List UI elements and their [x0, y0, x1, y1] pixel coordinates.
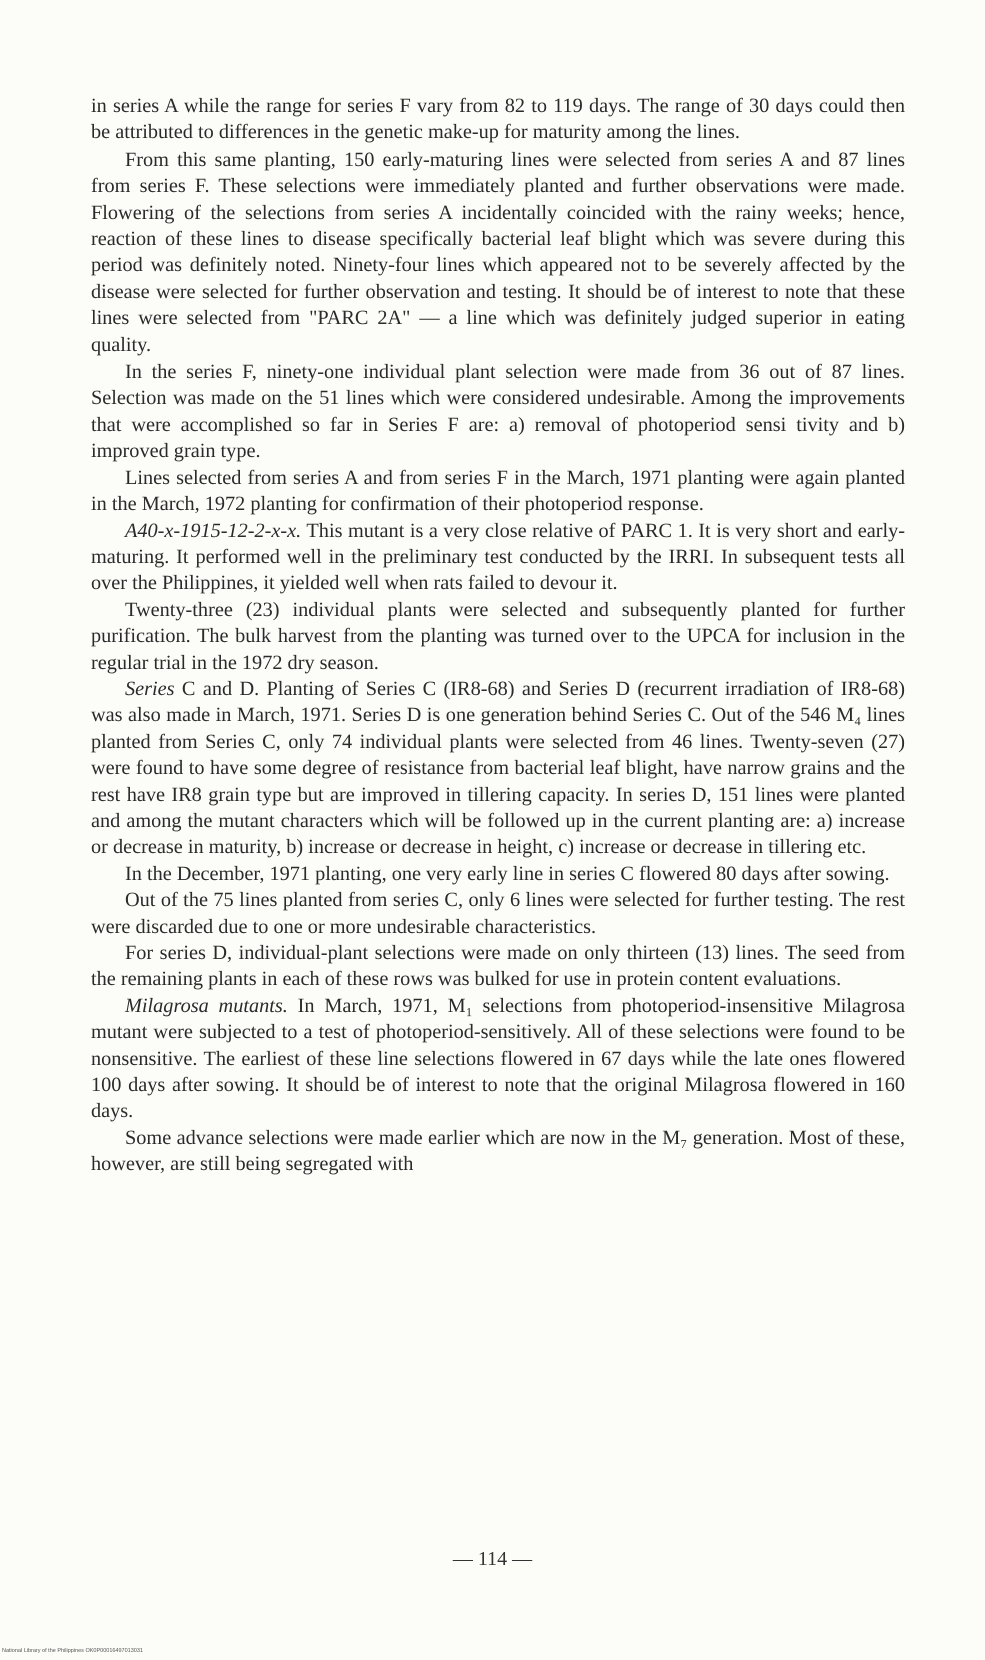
page-body — [91, 93, 905, 1178]
paragraph-series-f-selection — [91, 359, 905, 465]
paragraph-maturity-range — [91, 93, 905, 146]
paragraph-series-d-selection — [91, 940, 905, 993]
paragraph-text: C and D. Planting of Series C (IR8-68) and Series D (recurrent irradiation of IR8-68) was also made in March, 1971. Series D is one generation behind Series C. Out of the 546 M₄ lines planted from Series C, only 74 individual plants were selected from 46 lines. Twenty-seven (27) were found to have some degree of resistance from bacterial leaf blight, have narrow grains and the rest have IR8 grain type but are improved in tillering capacity. In series D, 151 lines were planted and among the mutant characters which will be followed up in the current planting are: a) increase or decrease in maturity, b) increase or decrease in height, c) increase or decrease in tillering etc. — [91, 677, 905, 859]
paragraph-december-planting — [91, 861, 905, 887]
milagrosa-heading: Milagrosa mutants. — [125, 994, 288, 1017]
paragraph-milagrosa-mutants — [91, 993, 905, 1125]
paragraph-a40-mutant — [91, 518, 905, 597]
paragraph-text: Some advance selections were made earlier which are now in the M₇ generation. Most of these, however, are still being segregated with — [91, 1126, 905, 1176]
page-number: — 114 — — [452, 1548, 533, 1570]
paragraph-text: From this same planting, 150 early-maturing lines were selected from series A and 87 lines from series F. These selections were immediately planted and further observations were made. Flowering of the selections from series A incidentally coincided with the rainy weeks; hence, reaction of these lines to disease specifically bacterial leaf blight which was severe during this period was definitely noted. Ninety-four lines which appeared not to be severely affected by the disease were selected for further observation and testing. It should be of interest to note that these lines were selected from "PARC 2A" — a line which was definitely judged superior in eating quality. — [91, 148, 905, 356]
paragraph-text: In the series F, ninety-one individual plant selection were made from 36 out of 87 lines. Selection was made on the 51 lines which were considered undesirable. Among the improvements that were accomplished so far in Series F are: a) removal of photoperiod sensi tivity and b) improved grain type. — [91, 361, 905, 463]
paragraph-text: In the December, 1971 planting, one very early line in series C flowered 80 days after sowing. — [125, 862, 890, 885]
paragraph-early-maturing-selection — [91, 147, 905, 358]
series-heading: Series — [125, 677, 175, 700]
paragraph-series-c-and-d — [91, 676, 905, 861]
paragraph-series-c-testing — [91, 887, 905, 940]
mutant-designation: A40-x-1915-12-2-x-x. — [125, 519, 302, 542]
paragraph-text: in series A while the range for series F vary from 82 to 119 days. The range of 30 days could then be attributed to differences in the genetic make-up for maturity among the lines. — [91, 95, 905, 144]
paragraph-purification — [91, 597, 905, 676]
paragraph-text: Lines selected from series A and from series F in the March, 1971 planting were again planted in the March, 1972 planting for confirmation of their photoperiod response. — [91, 466, 905, 516]
paragraph-text: In March, 1971, M₁ selections from photoperiod-insensitive Milagrosa mutant were subjected to a test of photoperiod-sensitively. All of these selections were found to be nonsensitive. The earliest of these line selections flowered in 67 days while the late ones flowered 100 days after sowing. It should be of interest to note that the original Milagrosa flowered in 160 days. — [91, 994, 905, 1123]
paragraph-text: This mutant is a very close relative of PARC 1. It is very short and early-maturing. It performed well in the preliminary test conducted by the IRRI. In subsequent tests all over the Philippines, it yielded well when rats failed to devour it. — [91, 519, 905, 595]
paragraph-advance-selections — [91, 1125, 905, 1178]
paragraph-text: For series D, individual-plant selections were made on only thirteen (13) lines. The seed from the remaining plants in each of these rows was bulked for use in protein content evaluations. — [91, 942, 905, 991]
paragraph-photoperiod-confirmation — [91, 465, 905, 518]
paragraph-text: Twenty-three (23) individual plants were selected and subsequently planted for further purification. The bulk harvest from the planting was turned over to the UPCA for inclusion in the regular trial in the 1972 dry season. — [91, 598, 905, 674]
paragraph-text: Out of the 75 lines planted from series C, only 6 lines were selected for further testing. The rest were discarded due to one or more undesirable characteristics. — [91, 889, 905, 938]
library-footer-note: National Library of the Philippines OK0P00016497013031 — [2, 1648, 143, 1654]
